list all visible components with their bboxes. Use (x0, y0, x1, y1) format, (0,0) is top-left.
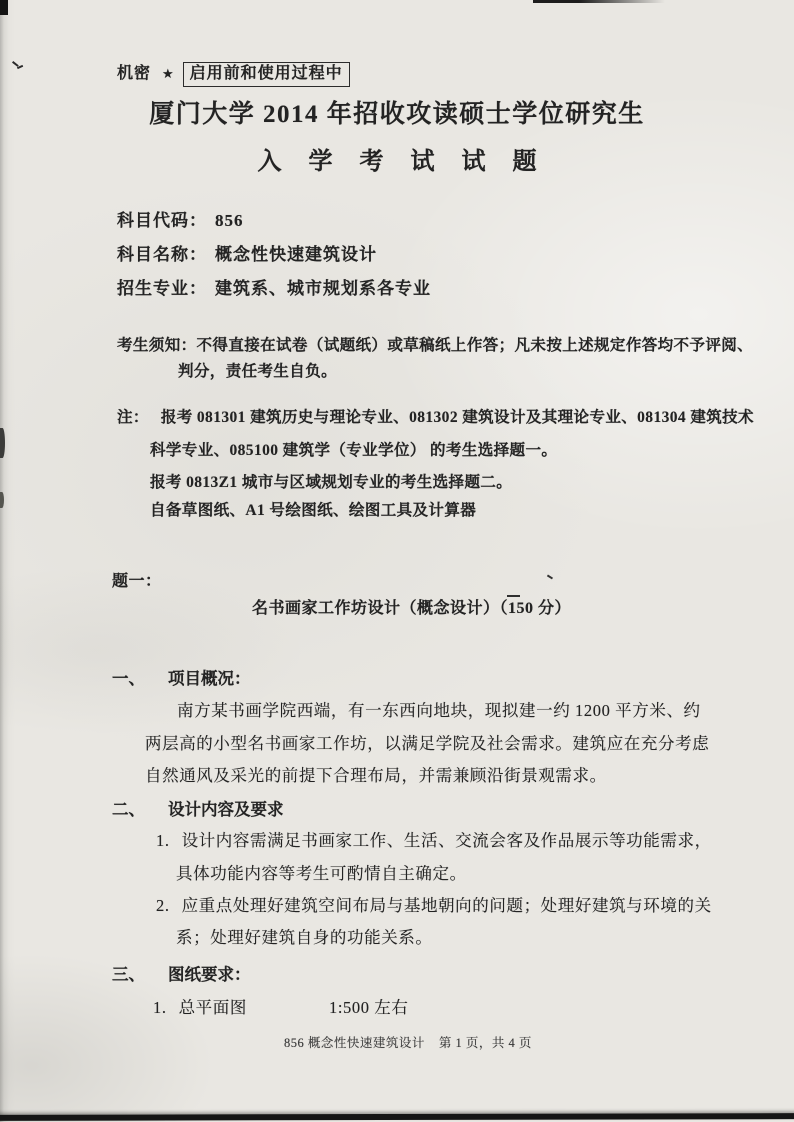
section1-number: 一、 (112, 669, 145, 688)
scan-corner-mark (0, 0, 8, 15)
notice-line2: 判分，责任考生自负。 (178, 363, 338, 380)
item-number: 1. (153, 998, 167, 1017)
item-text: 设计内容需满足书画家工作、生活、交流会客及作品展示等功能需求， (181, 831, 712, 850)
footer-doc-title: 856 概念性快速建筑设计 (284, 1036, 425, 1050)
section2-heading: 设计内容及要求 (168, 800, 284, 819)
stray-pen-dash (507, 595, 520, 597)
section3-item1 (153, 998, 409, 1019)
classification-row (117, 62, 350, 87)
star-icon: ★ (162, 66, 174, 81)
subject-name-row (117, 244, 377, 265)
item-text: 应重点处理好建筑空间布局与基地朝向的问题；处理好建筑与环境的关 (181, 896, 712, 915)
section2-item1-line2: 具体功能内容等考生可酌情自主确定。 (176, 864, 467, 883)
classification-label: 机密 (117, 65, 152, 82)
section3-heading: 图纸要求： (168, 965, 251, 984)
subject-code-label: 科目代码： (117, 211, 207, 230)
note-line3: 报考 0813Z1 城市与区域规划专业的考生选择题二。 (150, 474, 513, 491)
item-number: 1. (156, 831, 170, 850)
subject-name-value: 概念性快速建筑设计 (215, 245, 377, 264)
scan-bottom-edge-bar (0, 1113, 794, 1121)
notice-label: 考生须知： (117, 337, 197, 354)
note-text-1: 报考 081301 建筑历史与理论专业、081302 建筑设计及其理论专业、081304 建筑技术 (160, 409, 754, 426)
page-footer (284, 1036, 532, 1052)
subject-code-row (117, 210, 244, 231)
question-one-label: 题一： (112, 573, 162, 590)
exam-title-line2: 入学考试试题 (257, 149, 564, 175)
section1-paragraph-line3: 自然通风及采光的前提下合理布局，并需兼顾沿街景观需求。 (145, 766, 607, 785)
notice-line1 (117, 336, 753, 355)
handwritten-check-mark (11, 60, 25, 74)
section2-item2-line1 (156, 896, 712, 917)
note-line2: 科学专业、085100 建筑学（专业学位） 的考生选择题一。 (150, 442, 558, 459)
stray-pen-tick (546, 576, 553, 583)
scan-top-edge-line (533, 0, 665, 3)
note-label: 注： (117, 409, 149, 426)
section1-paragraph-line2: 两层高的小型名书画家工作坊，以满足学院及社会需求。建筑应在充分考虑 (145, 734, 710, 753)
section2-item2-line2: 系；处理好建筑自身的功能关系。 (176, 928, 433, 947)
drawing-scale: 1:500 左右 (328, 998, 409, 1017)
exam-title-line1: 厦门大学 2014 年招收攻读硕士学位研究生 (149, 101, 645, 128)
section3-number: 三、 (112, 965, 145, 984)
notice-text-1: 不得直接在试卷（试题纸）或草稿纸上作答；凡未按上述规定作答均不予评阅、 (196, 337, 754, 354)
majors-row (117, 278, 431, 299)
section1-paragraph-line1: 南方某书画学院西端，有一东西向地块，现拟建一约 1200 平方米、约 (177, 701, 701, 720)
question-one-title: 名书画家工作坊设计（概念设计）（150 分） (252, 600, 572, 617)
majors-value: 建筑系、城市规划系各专业 (215, 279, 431, 298)
drawing-name: 总平面图 (178, 998, 247, 1017)
majors-label: 招生专业： (117, 279, 207, 298)
footer-page-info: 第 1 页，共 4 页 (438, 1036, 532, 1050)
section2-item1-line1 (156, 831, 712, 852)
scan-left-edge-blob (0, 428, 5, 458)
usage-scope-box: 启用前和使用过程中 (183, 62, 350, 87)
subject-name-label: 科目名称： (117, 245, 207, 264)
subject-code-value: 856 (215, 211, 244, 230)
section2-number: 二、 (112, 800, 145, 819)
scan-left-edge-blob (0, 492, 4, 508)
note-line4: 自备草图纸、A1 号绘图纸、绘图工具及计算器 (150, 502, 477, 519)
item-number: 2. (156, 896, 170, 915)
note-line1 (117, 408, 754, 427)
section1-heading: 项目概况： (168, 669, 251, 688)
